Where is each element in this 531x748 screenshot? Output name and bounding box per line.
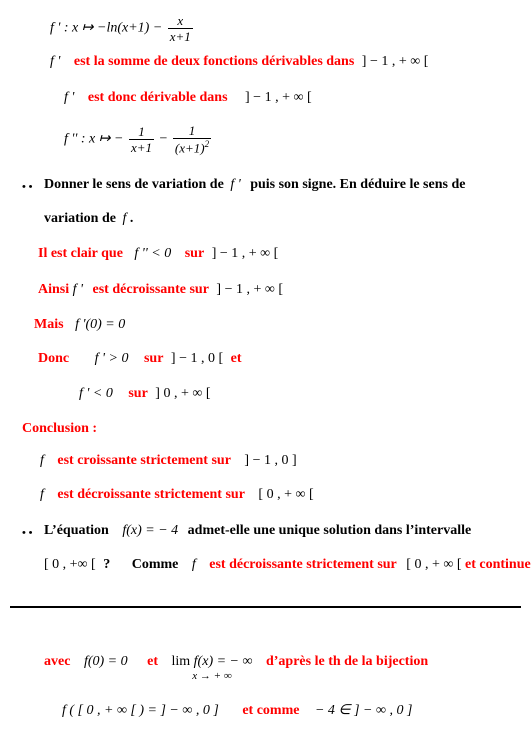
f-symbol: f — [40, 453, 44, 468]
bullet-icon: • • — [22, 527, 33, 539]
f-prime-symbol: f ' — [72, 282, 84, 297]
interval-0-inf: [ 0 , + ∞ [ — [406, 557, 462, 572]
decreasing-strict-text: est décroissante strictement sur — [209, 557, 397, 572]
interval-0-inf: [ 0 , + ∞ [ — [258, 487, 314, 502]
fraction-denominator — [173, 139, 211, 154]
sum-derivable-text: est la somme de deux fonctions dérivables dans — [73, 54, 355, 69]
fraction-numerator: x — [168, 14, 193, 29]
minus-sign: − — [159, 131, 168, 147]
f-of-zero: f(0) = 0 — [83, 654, 128, 669]
interval-minus1-inf: ] − 1 , + ∞ [ — [245, 90, 312, 105]
question-mark: ? — [103, 557, 111, 572]
question-2-text-a: L’équation — [44, 523, 109, 538]
mais-word: Mais — [34, 317, 64, 332]
bijection-line-1 — [44, 655, 428, 683]
equation: f(x) = − 4 — [122, 523, 179, 538]
f-second-expression: f '' : x ↦ − — [64, 131, 124, 147]
f-prime-symbol: f ' — [64, 90, 75, 105]
ainsi-word: Ainsi — [38, 282, 70, 297]
f-prime-negative: f ' < 0 — [79, 386, 113, 401]
donc-word: Donc — [38, 351, 70, 366]
interval-0-inf: [ 0 , +∞ [ — [44, 557, 96, 572]
conclusion-heading: Conclusion : — [22, 421, 98, 436]
period: . — [129, 211, 134, 226]
interval-minus1-0: ] − 1 , 0 [ — [170, 351, 224, 366]
limit-expression — [172, 655, 253, 683]
f-symbol: f — [191, 557, 196, 572]
sur-word: sur — [184, 246, 205, 261]
interval-minus1-0-closed: ] − 1 , 0 ] — [244, 453, 297, 468]
question-1-text-a: Donner le sens de variation de — [44, 177, 224, 192]
limit-value: f(x) = − ∞ — [193, 654, 253, 669]
exponent: 2 — [204, 139, 210, 149]
f-prime-definition — [50, 14, 195, 43]
conclusion-line-1 — [40, 454, 297, 468]
fraction-numerator: 1 — [129, 125, 154, 140]
derivability-line-2 — [64, 91, 312, 105]
fraction-1-over-x-plus-1-squared — [173, 124, 211, 154]
question-2-line-1 — [44, 524, 471, 538]
avec-word: avec — [44, 654, 71, 669]
question-1-line-2 — [44, 212, 133, 226]
f-second-negative: f '' < 0 — [134, 246, 172, 261]
question-1-text-b: puis son signe. En déduire le sens de — [250, 177, 466, 192]
interval-minus1-inf: ] − 1 , + ∞ [ — [361, 54, 429, 69]
answer-line-5 — [79, 387, 211, 401]
answer-line-3 — [34, 318, 125, 332]
question-1-line-1 — [44, 178, 465, 192]
f-prime-expression: f ' : x ↦ −ln(x+1) − — [50, 20, 163, 36]
f-prime-positive: f ' > 0 — [94, 351, 129, 366]
question-2-text-b: admet-elle une unique solution dans l’intervalle — [187, 523, 472, 538]
f-symbol: f — [122, 211, 127, 226]
f-prime-zero: f '(0) = 0 — [75, 317, 126, 332]
decreasing-text: est décroissante sur — [92, 282, 209, 297]
sur-word: sur — [143, 351, 164, 366]
et-word: et — [230, 351, 242, 366]
fraction-denominator: x+1 — [130, 139, 152, 155]
question-1-text-c: variation de — [44, 211, 116, 226]
bijection-text: d’après le th de la bijection — [265, 654, 429, 669]
image-interval: f ( [ 0 , + ∞ [ ) = ] − ∞ , 0 ] — [62, 703, 219, 718]
interval-0-inf: ] 0 , + ∞ [ — [155, 386, 211, 401]
horizontal-divider — [10, 606, 521, 608]
derivable-text: est donc dérivable dans — [87, 90, 228, 105]
answer-line-1 — [38, 247, 278, 261]
minus4-in-interval: − 4 ∈ ] − ∞ , 0 ] — [314, 703, 413, 718]
fraction-x-over-x-plus-1 — [168, 14, 193, 43]
f-prime-symbol: f ' — [50, 54, 61, 69]
conclusion-line-2 — [40, 488, 314, 502]
fraction-denominator: x+1 — [169, 29, 191, 44]
f-symbol: f — [40, 487, 44, 502]
increasing-text: est croissante strictement sur — [57, 453, 231, 468]
question-2-line-2 — [44, 558, 531, 572]
et-word: et — [147, 654, 158, 669]
clear-text: Il est clair que — [38, 246, 123, 261]
fraction-1-over-x-plus-1 — [129, 125, 154, 154]
interval-minus1-inf: ] − 1 , + ∞ [ — [211, 246, 279, 261]
lim-word: lim — [171, 654, 191, 669]
f-prime-symbol: f ' — [230, 177, 241, 192]
bullet-icon: • • — [22, 181, 33, 193]
answer-line-2 — [38, 283, 283, 297]
interval-minus1-inf: ] − 1 , + ∞ [ — [216, 282, 284, 297]
comme-word: Comme — [131, 557, 179, 572]
bijection-line-2 — [62, 704, 412, 718]
derivability-line-1 — [50, 55, 428, 69]
decreasing-strict-text: est décroissante strictement sur — [57, 487, 245, 502]
and-as-text: et comme — [242, 703, 300, 718]
sur-word: sur — [128, 386, 148, 401]
answer-line-4 — [38, 352, 242, 366]
denominator-base: (x+1) — [174, 140, 205, 156]
limit-subscript: x → + ∞ — [192, 670, 232, 682]
continuous-text: et continue — [464, 557, 531, 572]
f-second-definition — [64, 124, 213, 154]
fraction-numerator: 1 — [173, 124, 211, 139]
